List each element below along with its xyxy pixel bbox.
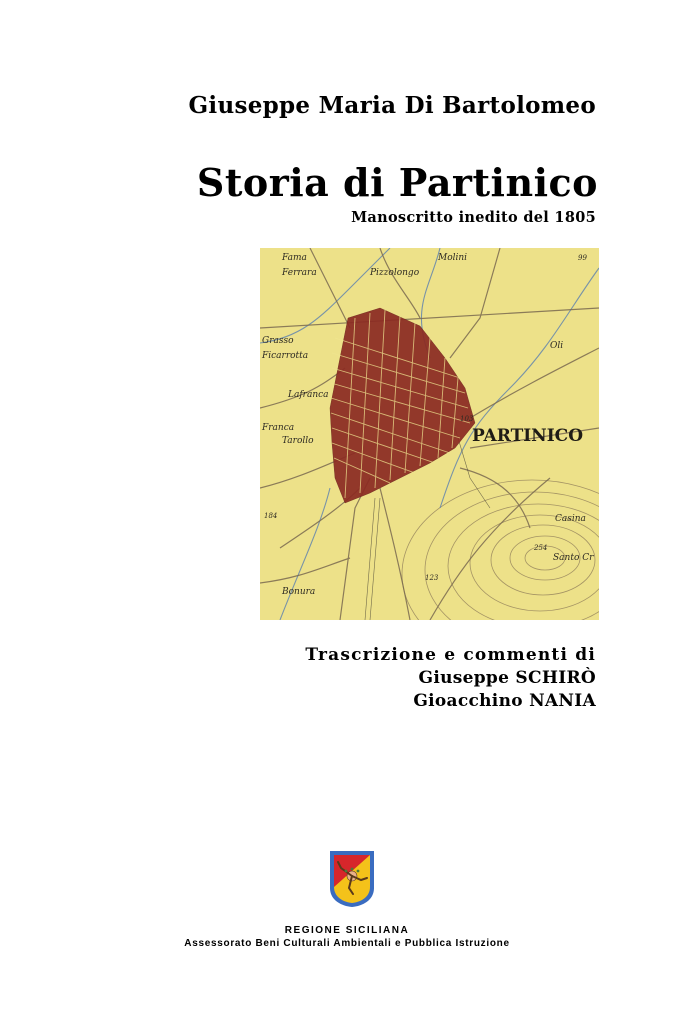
map-number-254: 254 bbox=[534, 544, 548, 552]
credits-name-schiro: Giuseppe SCHIRÒ bbox=[418, 668, 596, 688]
map-label-lafranca: Lafranca bbox=[288, 390, 329, 400]
map-label-santo: Santo Cr bbox=[553, 553, 594, 563]
map-town-label: PARTINICO bbox=[472, 426, 583, 446]
map-number-184: 184 bbox=[264, 512, 278, 520]
map-label-grasso: Grasso bbox=[262, 336, 294, 346]
map-label-oli: Oli bbox=[550, 341, 564, 351]
book-subtitle: Manoscritto inedito del 1805 bbox=[351, 209, 596, 226]
map-number-103: 103 bbox=[460, 415, 474, 423]
region-name: REGIONE SICILIANA bbox=[284, 925, 410, 936]
map-label-pizzolongo: Pizzolongo bbox=[370, 268, 420, 278]
department-name: Assessorato Beni Culturali Ambientali e Pubblica Istruzione bbox=[184, 938, 510, 949]
map-label-bonura: Bonura bbox=[282, 587, 316, 597]
map-label-fama: Fama bbox=[282, 253, 307, 263]
author-name: Giuseppe Maria Di Bartolomeo bbox=[188, 92, 596, 119]
credits-block bbox=[305, 644, 596, 713]
credits-intro: Trascrizione e commenti di bbox=[305, 645, 596, 665]
credits-name-nania: Gioacchino NANIA bbox=[413, 691, 596, 711]
historic-map-image bbox=[260, 248, 599, 620]
map-label-ficarrotta: Ficarrotta bbox=[262, 351, 309, 361]
map-label-ferrara: Ferrara bbox=[282, 268, 317, 278]
book-title: Storia di Partinico bbox=[196, 160, 598, 205]
map-label-tarollo: Tarollo bbox=[282, 436, 314, 446]
map-label-casina: Casina bbox=[555, 514, 586, 524]
map-number-123: 123 bbox=[425, 574, 439, 582]
map-label-franca: Franca bbox=[262, 423, 295, 433]
map-label-molini: Molini bbox=[438, 253, 468, 263]
trinacria-emblem-icon bbox=[329, 850, 375, 908]
map-number-99: 99 bbox=[578, 254, 587, 262]
